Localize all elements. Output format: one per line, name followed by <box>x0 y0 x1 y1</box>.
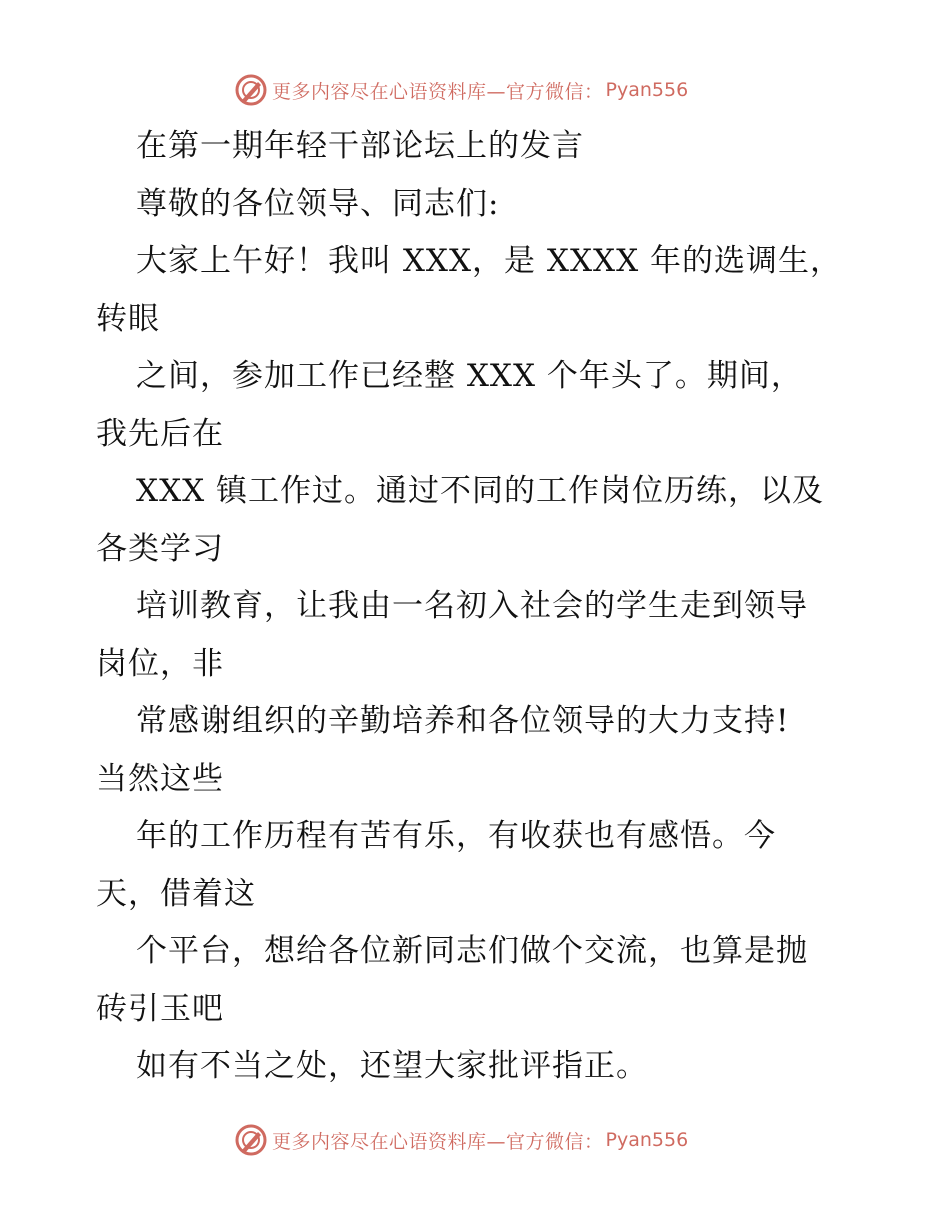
document-body <box>96 118 866 1096</box>
paragraph-line: 之间，参加工作已经整 XXX 个年头了。期间， <box>136 358 803 394</box>
paragraph-line: 砖引玉吧 <box>96 990 224 1027</box>
paragraph-line: 如有不当之处，还望大家批评指正。 <box>136 1048 648 1084</box>
paragraph-line: XXX 镇工作过。通过不同的工作岗位历练，以及 <box>136 473 825 509</box>
paragraph-line: 培训教育，让我由一名初入社会的学生走到领导 <box>136 588 808 624</box>
watermark-wechat-id: Pyan556 <box>605 1129 689 1151</box>
watermark-text: 更多内容尽在心语资料库—官方微信： <box>272 80 604 103</box>
paragraph-line: 岗位，非 <box>96 645 224 682</box>
paragraph-line: 天，借着这 <box>96 875 256 912</box>
pen-circle-logo-icon <box>234 73 268 107</box>
header-watermark <box>234 70 688 110</box>
paragraph-line: 个平台，想给各位新同志们做个交流，也算是抛 <box>136 933 808 969</box>
paragraph-line: 年的工作历程有苦有乐，有收获也有感悟。今 <box>136 818 776 854</box>
paragraph-line: 各类学习 <box>96 530 224 567</box>
paragraph-line: 我先后在 <box>96 415 224 452</box>
document-title: 在第一期年轻干部论坛上的发言 <box>136 128 584 164</box>
paragraph-line: 尊敬的各位领导、同志们: <box>136 185 500 222</box>
paragraph-line: 转眼 <box>96 300 160 337</box>
paragraph-line: 常感谢组织的辛勤培养和各位领导的大力支持! <box>136 703 790 739</box>
paragraph-line: 大家上午好！我叫 XXX，是 XXXX 年的选调生， <box>136 243 843 279</box>
footer-watermark <box>234 1120 688 1160</box>
watermark-text: 更多内容尽在心语资料库—官方微信： <box>272 1130 604 1153</box>
watermark-wechat-id: Pyan556 <box>605 79 689 101</box>
paragraph-line: 当然这些 <box>96 760 224 797</box>
pen-circle-logo-icon <box>234 1123 268 1157</box>
